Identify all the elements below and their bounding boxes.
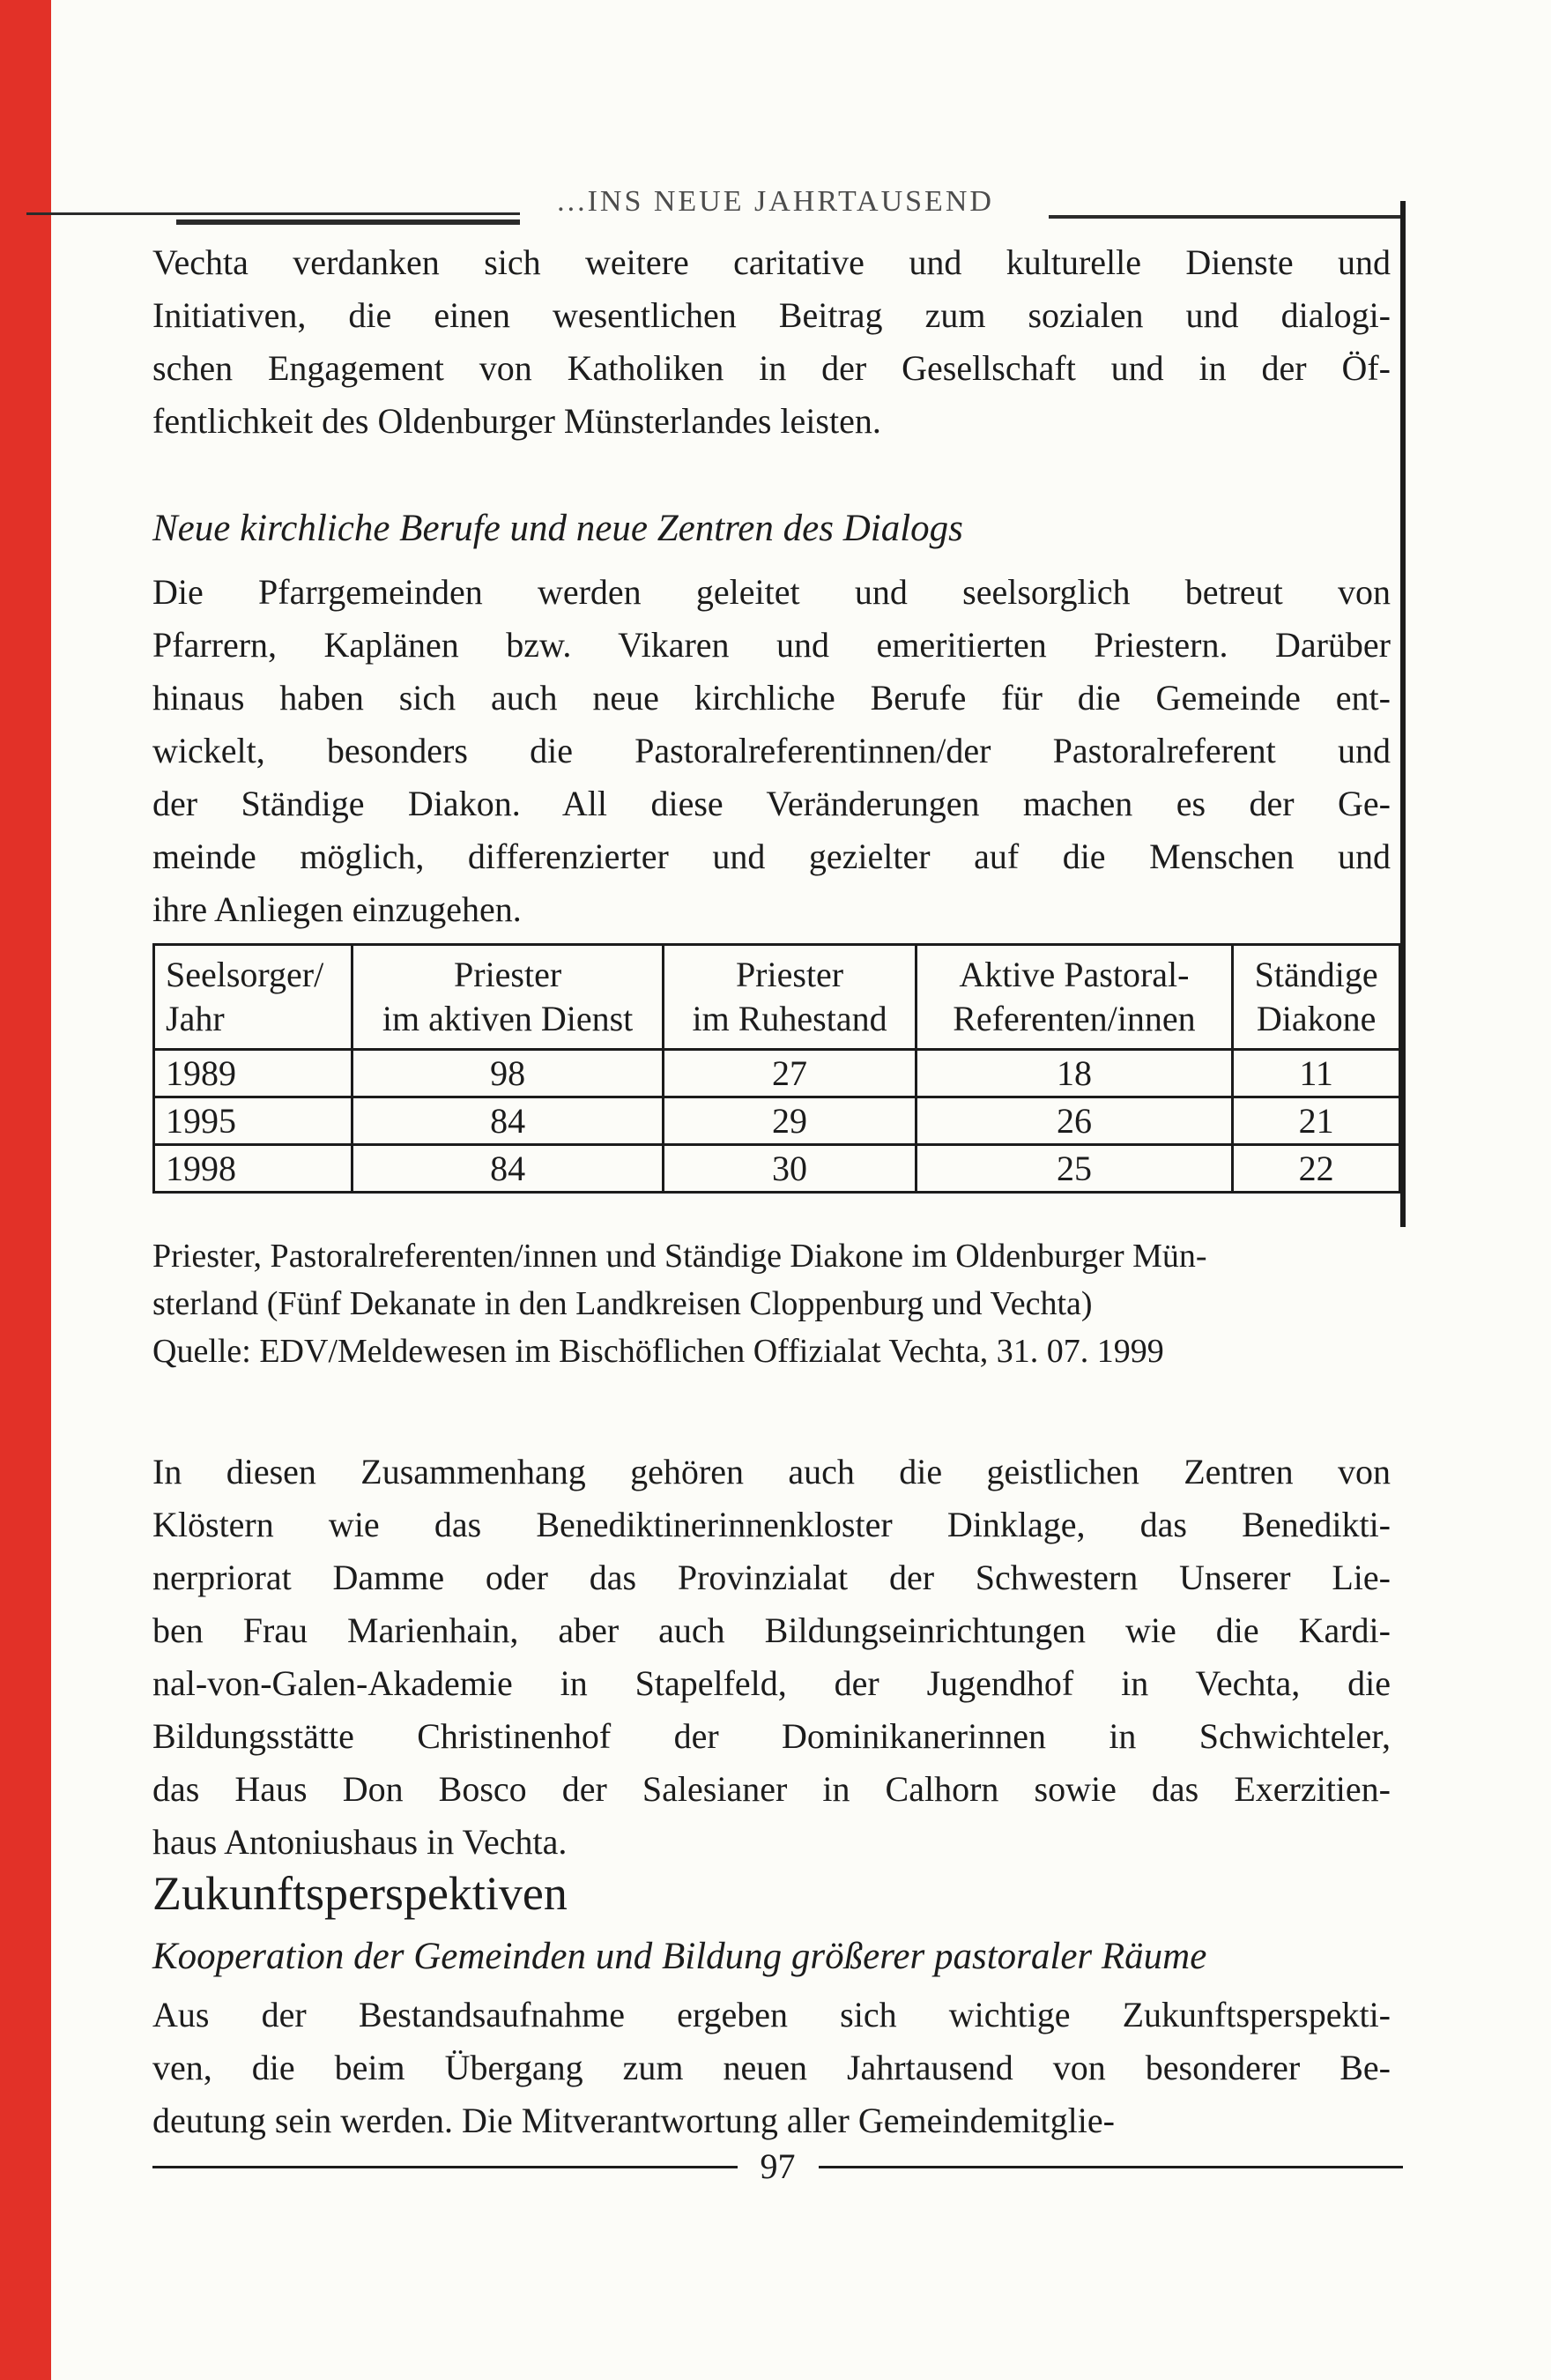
footer-rule-right xyxy=(819,2166,1404,2168)
header-line: im aktiven Dienst xyxy=(382,999,634,1038)
paragraph-bestandsaufnahme xyxy=(152,1989,1391,2147)
header-line: Priester xyxy=(735,955,844,994)
cell-value: 84 xyxy=(352,1097,664,1145)
text-line: der Ständige Diakon. All diese Veränderungen machen es der Ge- xyxy=(152,784,1391,823)
statistics-table-wrap xyxy=(152,943,1401,1194)
text-line: Priester, Pastoralreferenten/innen und Ständige Diakone im Oldenburger Mün- xyxy=(152,1238,1207,1275)
running-header: ...INS NEUE JAHRTAUSEND xyxy=(557,185,994,218)
section-heading-zukunftsperspektiven: Zukunftsperspektiven xyxy=(152,1867,568,1920)
text-line: Die Pfarrgemeinden werden geleitet und seelsorglich betreut von xyxy=(152,572,1391,612)
table-row-1995 xyxy=(154,1097,1400,1145)
section-heading-neue-berufe: Neue kirchliche Berufe und neue Zentren des Dialogs xyxy=(152,508,963,549)
cell-value: 30 xyxy=(664,1145,916,1193)
footer-rule-left xyxy=(152,2166,738,2168)
header-line: Jahr xyxy=(166,999,225,1038)
text-line: Bildungsstätte Christinenhof der Dominikanerinnen in Schwichteler, xyxy=(152,1716,1391,1756)
cell-value: 25 xyxy=(916,1145,1233,1193)
text-line: sterland (Fünf Dekanate in den Landkreisen Cloppenburg und Vechta) xyxy=(152,1285,1093,1322)
text-line: das Haus Don Bosco der Salesianer in Calhorn sowie das Exerzitien- xyxy=(152,1769,1391,1809)
paragraph-pfarrgemeinden xyxy=(152,566,1391,936)
cell-value: 98 xyxy=(352,1050,664,1097)
page-footer xyxy=(152,2146,1403,2186)
scan-edge-red-stripe xyxy=(0,0,51,2380)
cell-value: 27 xyxy=(664,1050,916,1097)
cell-value: 29 xyxy=(664,1097,916,1145)
text-line: meinde möglich, differenzierter und gezielter auf die Menschen und xyxy=(152,837,1391,876)
text-line: haus Antoniushaus in Vechta. xyxy=(152,1822,568,1862)
text-line: ben Frau Marienhain, aber auch Bildungseinrichtungen wie die Kardi- xyxy=(152,1610,1391,1650)
header-cell-priester-aktiv xyxy=(352,945,664,1050)
cell-year: 1998 xyxy=(154,1145,352,1193)
table-row-1998 xyxy=(154,1145,1400,1193)
cell-value: 26 xyxy=(916,1097,1233,1145)
table-row-1989 xyxy=(154,1050,1400,1097)
cell-year: 1989 xyxy=(154,1050,352,1097)
text-line: ven, die beim Übergang zum neuen Jahrtausend von besonderer Be- xyxy=(152,2048,1391,2087)
cell-value: 18 xyxy=(916,1050,1233,1097)
header-rule-right xyxy=(1049,215,1403,219)
text-line: Vechta verdanken sich weitere caritative und kulturelle Dienste und xyxy=(152,242,1391,282)
subheading-kooperation: Kooperation der Gemeinden und Bildung größerer pastoraler Räume xyxy=(152,1936,1207,1977)
cell-value: 84 xyxy=(352,1145,664,1193)
cell-value: 21 xyxy=(1233,1097,1400,1145)
header-line: Ständige xyxy=(1254,955,1378,994)
text-line: Aus der Bestandsaufnahme ergeben sich wichtige Zukunftsperspekti- xyxy=(152,1995,1391,2034)
header-cell-seelsorger-jahr xyxy=(154,945,352,1050)
header-cell-staendige-diakone xyxy=(1233,945,1400,1050)
header-line: im Ruhestand xyxy=(692,999,887,1038)
text-line: Klöstern wie das Benediktinerinnenkloster Dinklage, das Benedikti- xyxy=(152,1505,1391,1544)
header-line: Diakone xyxy=(1256,999,1377,1038)
text-line: Quelle: EDV/Meldewesen im Bischöflichen Offizialat Vechta, 31. 07. 1999 xyxy=(152,1333,1164,1370)
text-line: nerpriorat Damme oder das Provinzialat der Schwestern Unserer Lie- xyxy=(152,1558,1391,1597)
cell-value: 22 xyxy=(1233,1145,1400,1193)
header-line: Aktive Pastoral- xyxy=(959,955,1190,994)
table-caption xyxy=(152,1232,1391,1375)
header-line: Priester xyxy=(454,955,562,994)
text-line: deutung sein werden. Die Mitverantwortung aller Gemeindemitglie- xyxy=(152,2101,1115,2140)
header-cell-pastoralreferenten xyxy=(916,945,1233,1050)
cell-year: 1995 xyxy=(154,1097,352,1145)
text-line: fentlichkeit des Oldenburger Münsterlandes leisten. xyxy=(152,401,881,441)
text-line: Initiativen, die einen wesentlichen Beitrag zum sozialen und dialogi- xyxy=(152,295,1391,335)
header-line: Referenten/innen xyxy=(953,999,1196,1038)
cell-value: 11 xyxy=(1233,1050,1400,1097)
paragraph-geistliche-zentren xyxy=(152,1446,1391,1869)
page-number: 97 xyxy=(760,2146,796,2186)
header-line: Seelsorger/ xyxy=(166,955,324,994)
text-line: nal-von-Galen-Akademie in Stapelfeld, der Jugendhof in Vechta, die xyxy=(152,1663,1391,1703)
text-line: ihre Anliegen einzugehen. xyxy=(152,889,522,929)
text-line: hinaus haben sich auch neue kirchliche Berufe für die Gemeinde ent- xyxy=(152,678,1391,718)
header-rule-left-thick xyxy=(176,219,520,225)
header-cell-priester-ruhestand xyxy=(664,945,916,1050)
table-header-row xyxy=(154,945,1400,1050)
seelsorger-statistics-table xyxy=(152,943,1401,1194)
text-line: Pfarrern, Kaplänen bzw. Vikaren und emeritierten Priestern. Darüber xyxy=(152,625,1391,665)
text-line: In diesen Zusammenhang gehören auch die geistlichen Zentren von xyxy=(152,1452,1391,1491)
text-line: wickelt, besonders die Pastoralreferentinnen/der Pastoralreferent und xyxy=(152,731,1391,770)
paragraph-intro xyxy=(152,236,1391,448)
text-line: schen Engagement von Katholiken in der Gesellschaft und in der Öf- xyxy=(152,348,1391,388)
